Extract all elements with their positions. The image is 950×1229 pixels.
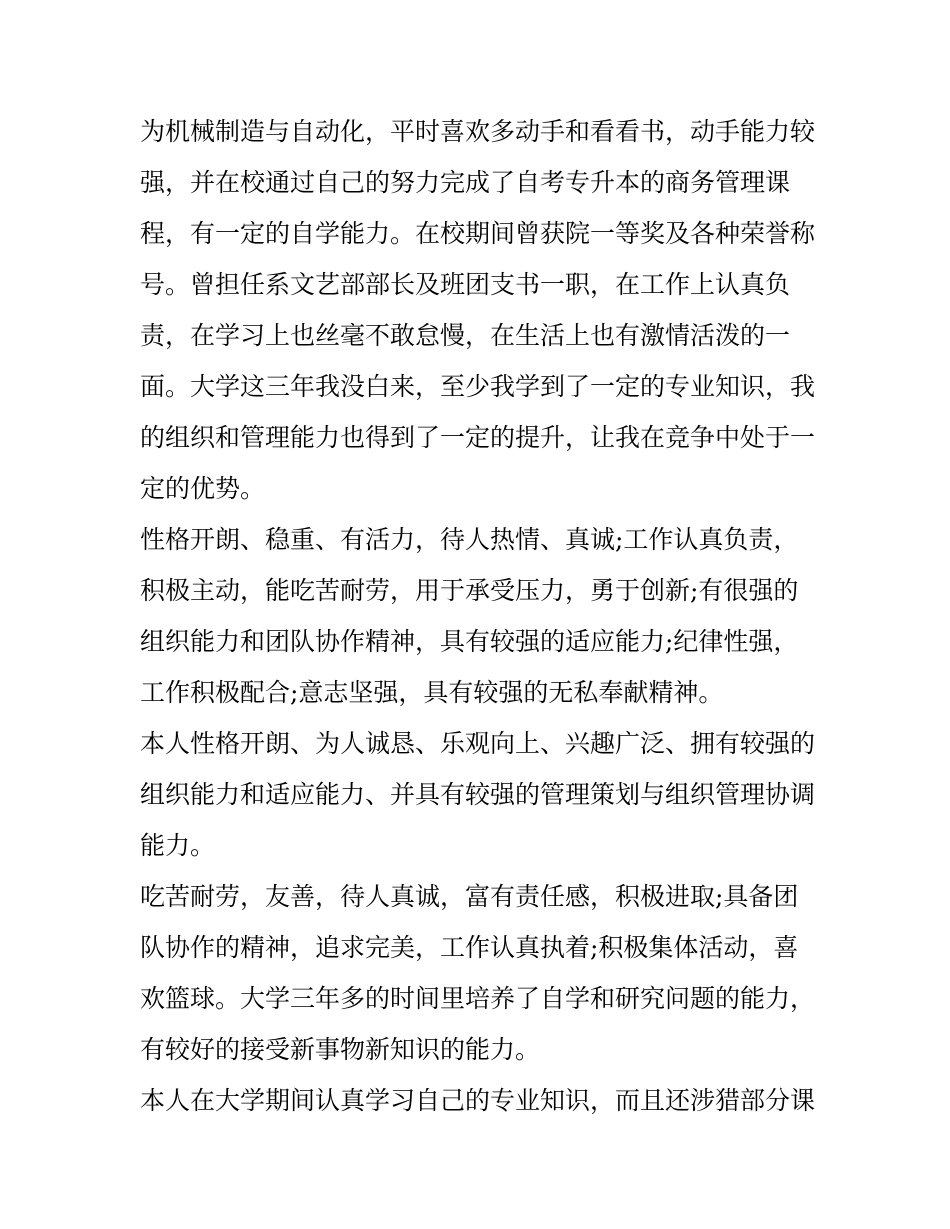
text-line: 欢篮球。大学三年多的时间里培养了自学和研究问题的能力，: [140, 984, 816, 1013]
text-line: 能力。: [140, 831, 216, 860]
paragraph: [140, 718, 816, 871]
text-line: 责，在学习上也丝毫不敢怠慢，在生活上也有激情活泼的一: [140, 321, 791, 350]
paragraph: [140, 1075, 816, 1126]
text-line: 定的优势。: [140, 474, 266, 503]
text-line: 工作积极配合;意志坚强，具有较强的无私奉献精神。: [140, 678, 724, 707]
document-body: [140, 106, 816, 1126]
text-line: 面。大学这三年我没白来，至少我学到了一定的专业知识，我: [140, 372, 816, 401]
text-line: 号。曾担任系文艺部部长及班团支书一职，在工作上认真负: [140, 270, 791, 299]
text-line: 的组织和管理能力也得到了一定的提升，让我在竞争中处于一: [140, 423, 816, 452]
text-line: 有较好的接受新事物新知识的能力。: [140, 1035, 541, 1064]
paragraph: [140, 106, 816, 514]
paragraph: [140, 871, 816, 1075]
paragraph: [140, 514, 812, 718]
text-line: 组织能力和团队协作精神，具有较强的适应能力;纪律性强，: [140, 627, 799, 656]
text-line: 性格开朗、稳重、有活力，待人热情、真诚;工作认真负责，: [140, 525, 799, 554]
text-line: 队协作的精神，追求完美，工作认真执着;积极集体活动，喜: [140, 933, 799, 962]
text-line: 吃苦耐劳，友善，待人真诚，富有责任感，积极进取;具备团: [140, 882, 799, 911]
text-line: 本人在大学期间认真学习自己的专业知识，而且还涉猎部分课: [140, 1086, 816, 1115]
text-line: 积极主动，能吃苦耐劳，用于承受压力，勇于创新;有很强的: [140, 576, 799, 605]
text-line: 强，并在校通过自己的努力完成了自考专升本的商务管理课: [140, 168, 791, 197]
text-line: 程，有一定的自学能力。在校期间曾获院一等奖及各种荣誉称: [140, 219, 816, 248]
text-line: 为机械制造与自动化，平时喜欢多动手和看看书，动手能力较: [140, 117, 816, 146]
text-line: 组织能力和适应能力、并具有较强的管理策划与组织管理协调: [140, 780, 816, 809]
text-line: 本人性格开朗、为人诚恳、乐观向上、兴趣广泛、拥有较强的: [140, 729, 816, 758]
